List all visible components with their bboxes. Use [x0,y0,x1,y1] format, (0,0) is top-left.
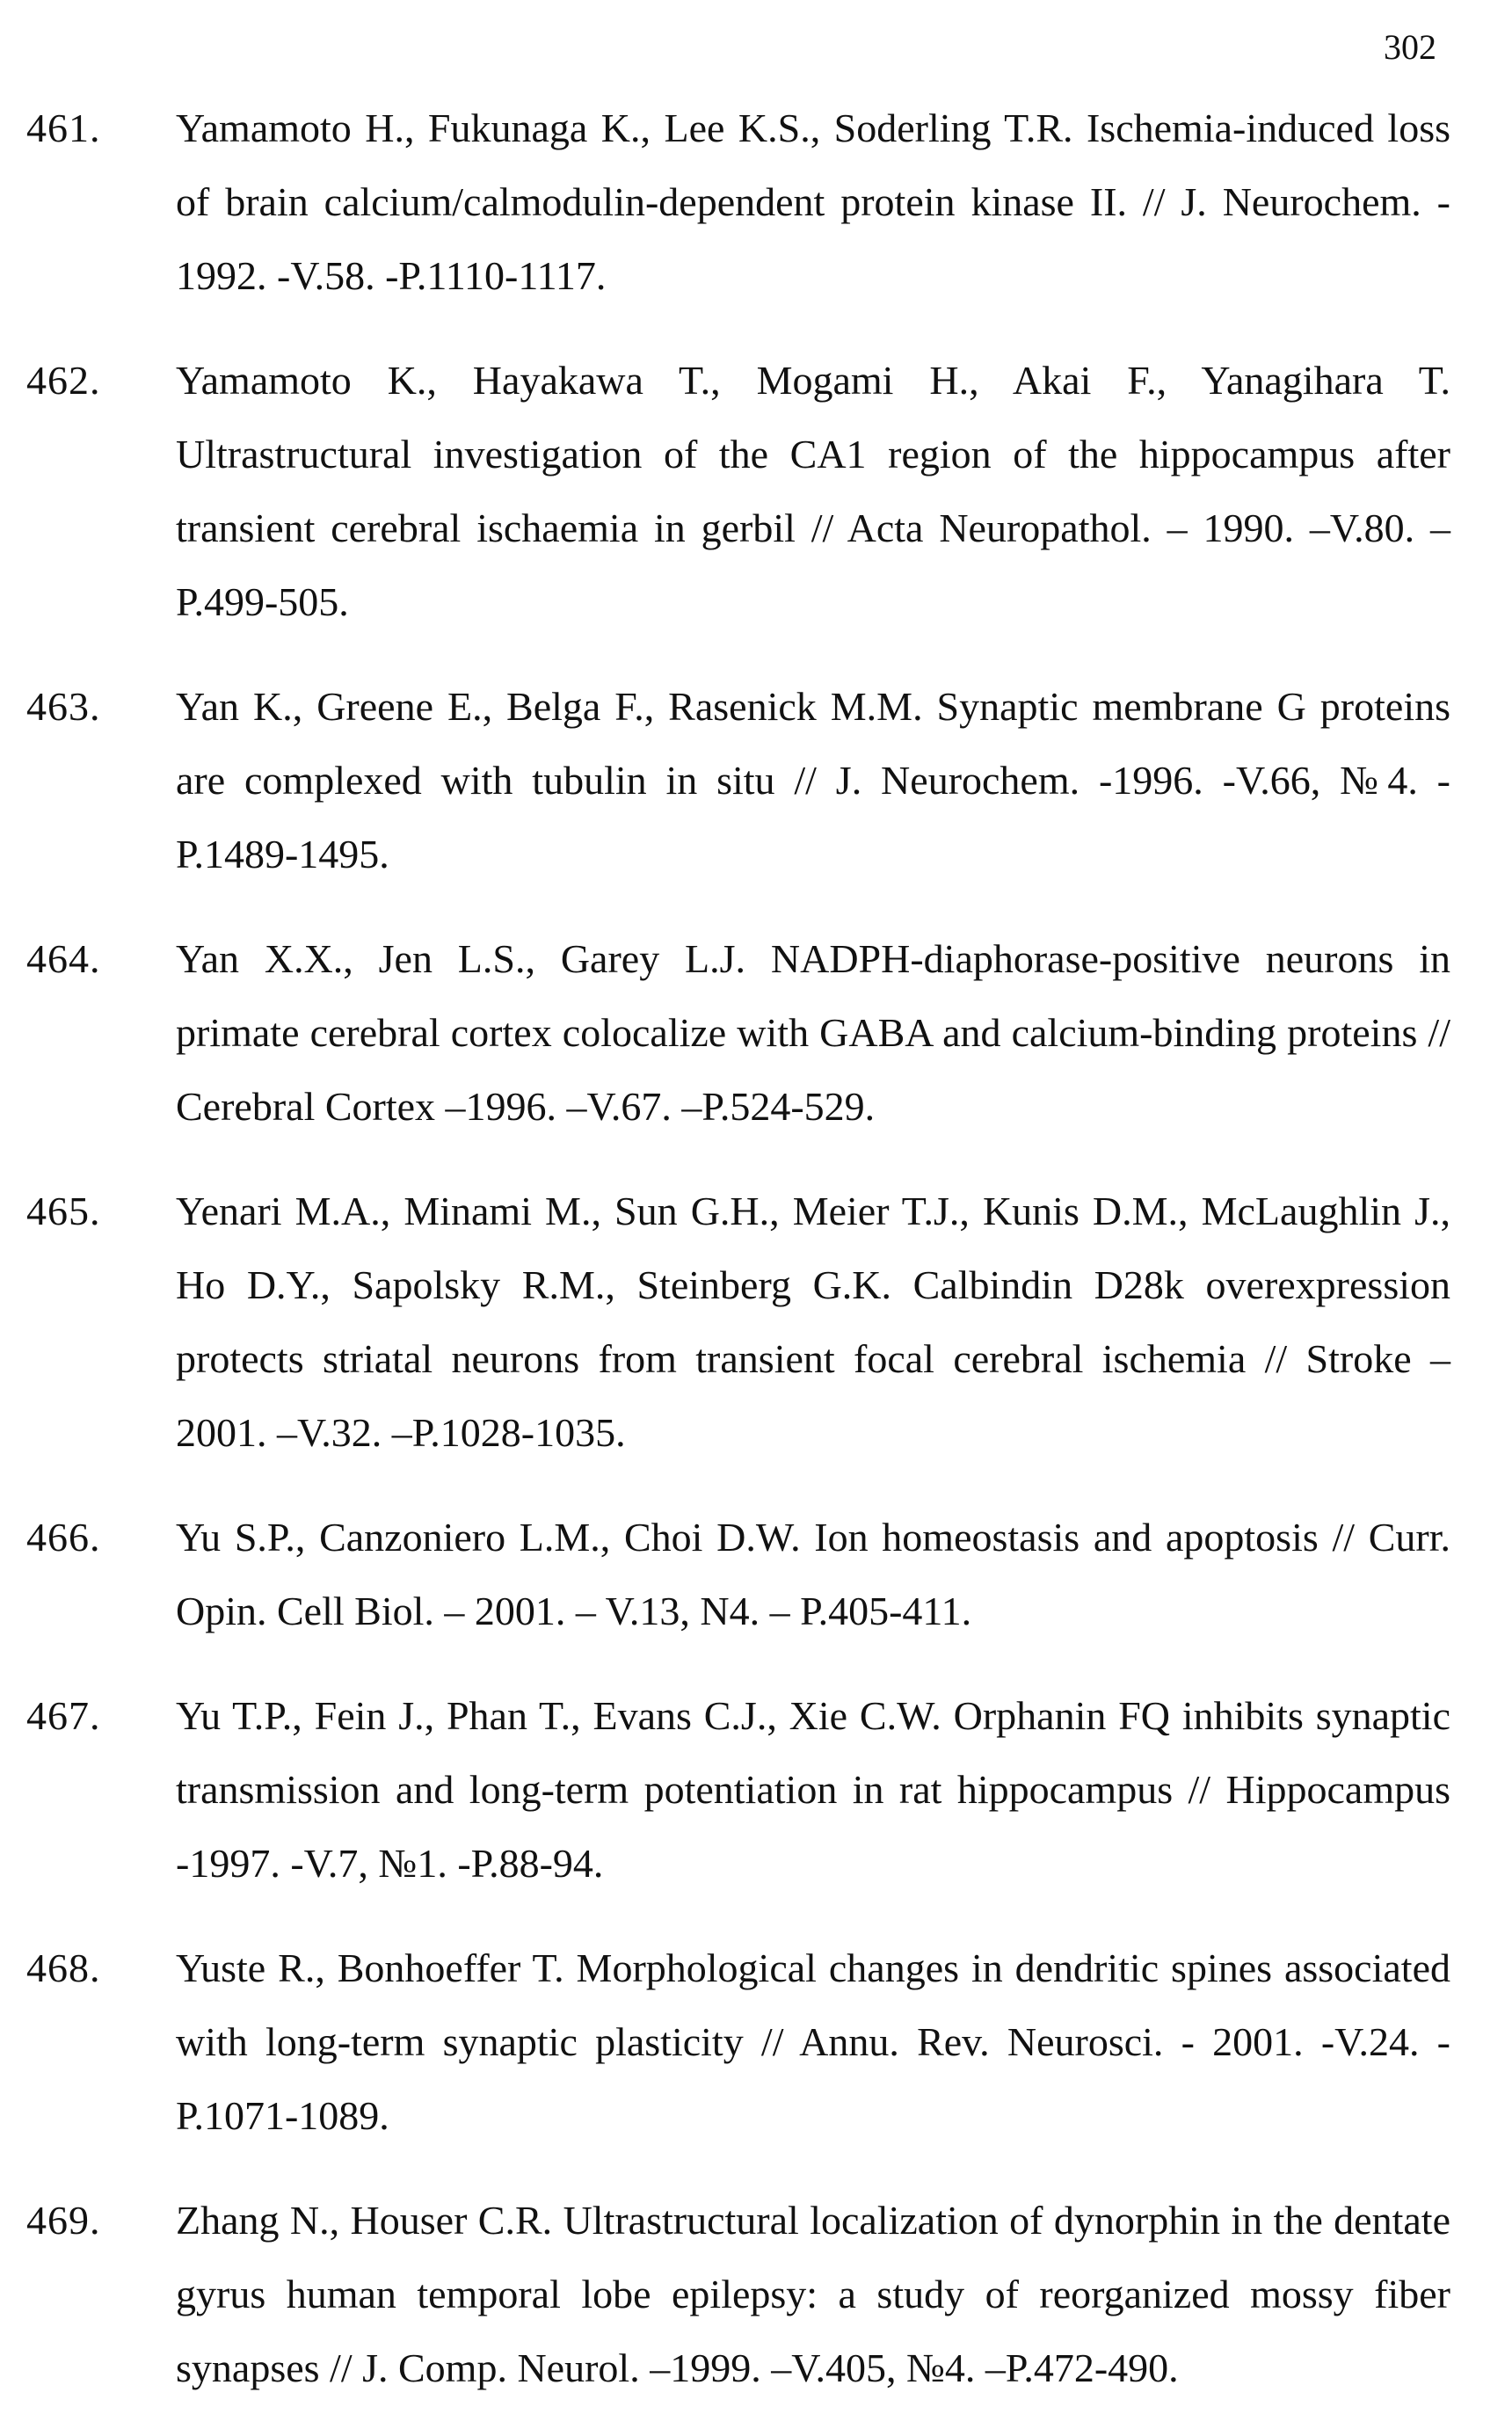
reference-text: Yan X.X., Jen L.S., Garey L.J. NADPH-diaphorase-positive neurons in primate cerebral cortex colocalize with GABA and calcium-binding proteins // Cerebral Cortex –1996. –V.67. –P.524-529. [176,936,1450,1129]
reference-item-463 [26,670,1450,891]
reference-item-464 [26,922,1450,1144]
reference-number: 462. [26,358,101,403]
page-number: 302 [1384,27,1436,67]
reference-item-467 [26,1679,1450,1901]
reference-item-465 [26,1174,1450,1470]
reference-item-469 [26,2184,1450,2405]
reference-text: Zhang N., Houser C.R. Ultrastructural localization of dynorphin in the dentate gyrus human temporal lobe epilepsy: a study of reorganized mossy fiber synapses // J. Comp. Neurol. –1999. –V.405, №4. –P.472-490. [176,2198,1450,2390]
reference-list [26,91,1450,2436]
reference-text: Yan K., Greene E., Belga F., Rasenick M.M. Synaptic membrane G proteins are complexed with tubulin in situ // J. Neurochem. -1996. -V.66, №4. -P.1489-1495. [176,684,1450,876]
reference-item-466 [26,1501,1450,1648]
reference-text: Yamamoto K., Hayakawa T., Mogami H., Akai F., Yanagihara T. Ultrastructural investigation of the CA1 region of the hippocampus after transient cerebral ischaemia in gerbil // Acta Neuropathol. – 1990. –V.80. – P.499-505. [176,358,1450,624]
reference-number: 468. [26,1945,101,1990]
reference-text: Yuste R., Bonhoeffer T. Morphological changes in dendritic spines associated with long-term synaptic plasticity // Annu. Rev. Neurosci. - 2001. -V.24. -P.1071-1089. [176,1945,1450,2138]
reference-number: 469. [26,2198,101,2243]
reference-number: 461. [26,105,101,150]
reference-number: 467. [26,1693,101,1738]
reference-text: Yu T.P., Fein J., Phan T., Evans C.J., Xie C.W. Orphanin FQ inhibits synaptic transmission and long-term potentiation in rat hippocampus // Hippocampus -1997. -V.7, №1. -P.88-94. [176,1693,1450,1886]
reference-item-468 [26,1931,1450,2153]
reference-text: Yenari M.A., Minami M., Sun G.H., Meier T.J., Kunis D.M., McLaughlin J., Ho D.Y., Sapolsky R.M., Steinberg G.K. Calbindin D28k overexpression protects striatal neurons from transient focal cerebral ischemia // Stroke –2001. –V.32. –P.1028-1035. [176,1189,1450,1455]
reference-item-461 [26,91,1450,313]
reference-number: 463. [26,684,101,729]
reference-number: 466. [26,1515,101,1560]
reference-number: 465. [26,1189,101,1233]
reference-item-462 [26,344,1450,639]
reference-text: Yu S.P., Canzoniero L.M., Choi D.W. Ion homeostasis and apoptosis // Curr. Opin. Cell Biol. – 2001. – V.13, N4. – P.405-411. [176,1515,1450,1633]
reference-text: Yamamoto H., Fukunaga K., Lee K.S., Soderling T.R. Ischemia-induced loss of brain calcium/calmodulin-dependent protein kinase II. // J. Neurochem. - 1992. -V.58. -P.1110-1117. [176,105,1450,298]
reference-number: 464. [26,936,101,981]
